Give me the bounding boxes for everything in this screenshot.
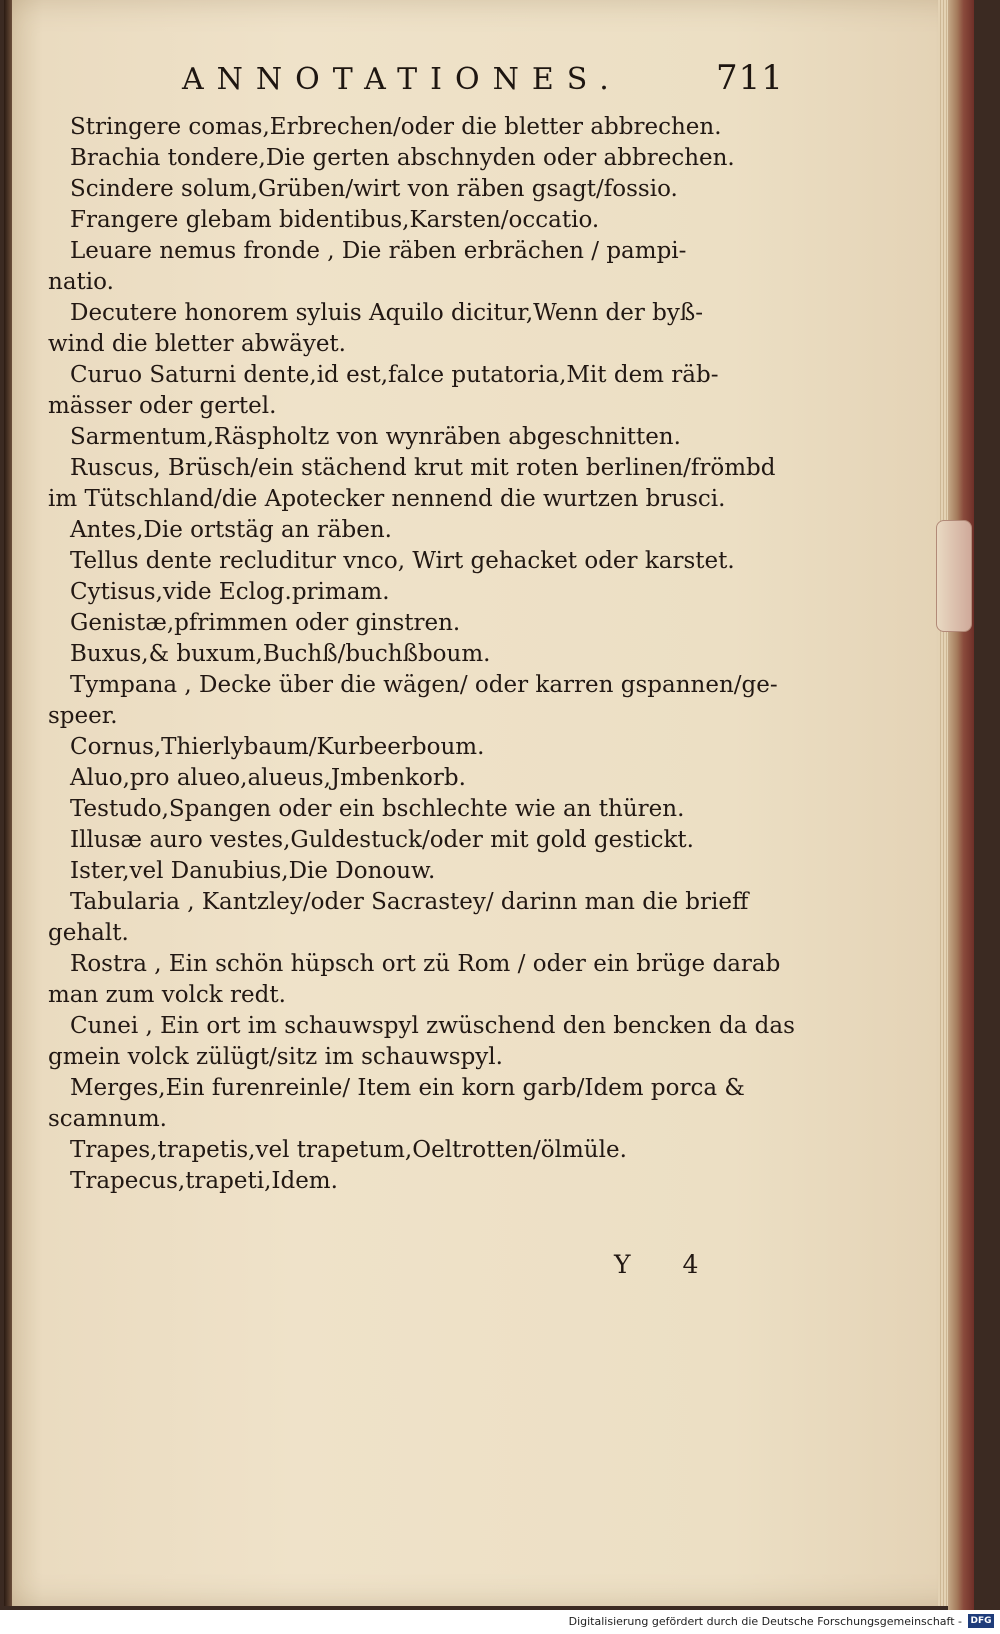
text-line: wind die bletter abwäyet. <box>48 331 346 357</box>
text-line: man zum volck redt. <box>48 982 286 1008</box>
text-line: Stringere comas,Erbrechen/oder die bletter abbrechen. <box>70 114 722 140</box>
text-line: Genistæ,pfrimmen oder ginstren. <box>70 610 461 636</box>
text-line: Curuo Saturni dente,id est,falce putatoria,Mit dem räb- <box>70 362 719 388</box>
text-line: Ister,vel Danubius,Die Donouw. <box>70 858 436 884</box>
text-line: Tellus dente recluditur vnco, Wirt gehacket oder karstet. <box>70 548 735 574</box>
text-line: Brachia tondere,Die gerten abschnyden oder abbrechen. <box>70 145 735 171</box>
running-title: ANNOTATIONES. <box>182 62 622 97</box>
text-line: gmein volck zülügt/sitz im schauwspyl. <box>48 1044 503 1070</box>
text-line: gehalt. <box>48 920 129 946</box>
page-number: 711 <box>716 58 784 98</box>
text-line: Leuare nemus fronde , Die räben erbrächen / pampi- <box>70 238 687 264</box>
text-line: Cytisus,vide Eclog.primam. <box>70 579 390 605</box>
text-line: Antes,Die ortstäg an räben. <box>70 517 392 543</box>
book-cover-edge <box>948 0 974 1610</box>
text-line: scamnum. <box>48 1106 167 1132</box>
text-line: Frangere glebam bidentibus,Karsten/occatio. <box>70 207 600 233</box>
text-line: Trapecus,trapeti,Idem. <box>70 1168 338 1194</box>
text-line: im Tütschland/die Apotecker nennend die wurtzen brusci. <box>48 486 726 512</box>
bookmark-tab <box>936 520 972 632</box>
text-block <box>48 112 808 1197</box>
text-line: Tabularia , Kantzley/oder Sacrastey/ darinn man die brieff <box>70 889 749 915</box>
text-line: Testudo,Spangen oder ein bschlechte wie an thüren. <box>70 796 685 822</box>
text-line: Merges,Ein furenreinle/ Item ein korn garb/Idem porca & <box>70 1075 745 1101</box>
binding-edge <box>4 0 12 1606</box>
text-line: Cunei , Ein ort im schauwspyl zwüschend den bencken da das <box>70 1013 795 1039</box>
signature-mark: Y 4 <box>614 1250 721 1279</box>
text-line: Decutere honorem syluis Aquilo dicitur,Wenn der byß- <box>70 300 703 326</box>
text-line: natio. <box>48 269 114 295</box>
page-edges <box>938 0 948 1606</box>
dfg-logo: DFG <box>968 1614 994 1628</box>
text-line: Rostra , Ein schön hüpsch ort zü Rom / oder ein brüge darab <box>70 951 781 977</box>
text-line: mässer oder gertel. <box>48 393 277 419</box>
text-line: Aluo,pro alueo,alueus,Jmbenkorb. <box>70 765 466 791</box>
book-page <box>4 0 974 1606</box>
text-line: Ruscus, Brüsch/ein stächend krut mit roten berlinen/frömbd <box>70 455 776 481</box>
funding-credit: Digitalisierung gefördert durch die Deutsche Forschungsgemeinschaft - <box>568 1615 962 1628</box>
text-line: Scindere solum,Grüben/wirt von räben gsagt/fossio. <box>70 176 678 202</box>
footer-bar <box>0 1610 1000 1634</box>
text-line: speer. <box>48 703 118 729</box>
text-line: Trapes,trapetis,vel trapetum,Oeltrotten/ölmüle. <box>70 1137 627 1163</box>
text-line: Cornus,Thierlybaum/Kurbeerboum. <box>70 734 485 760</box>
text-line: Illusæ auro vestes,Guldestuck/oder mit gold gestickt. <box>70 827 694 853</box>
text-line: Sarmentum,Räspholtz von wynräben abgeschnitten. <box>70 424 681 450</box>
text-line: Buxus,& buxum,Buchß/buchßboum. <box>70 641 491 667</box>
text-line: Tympana , Decke über die wägen/ oder karren gspannen/ge- <box>70 672 778 698</box>
